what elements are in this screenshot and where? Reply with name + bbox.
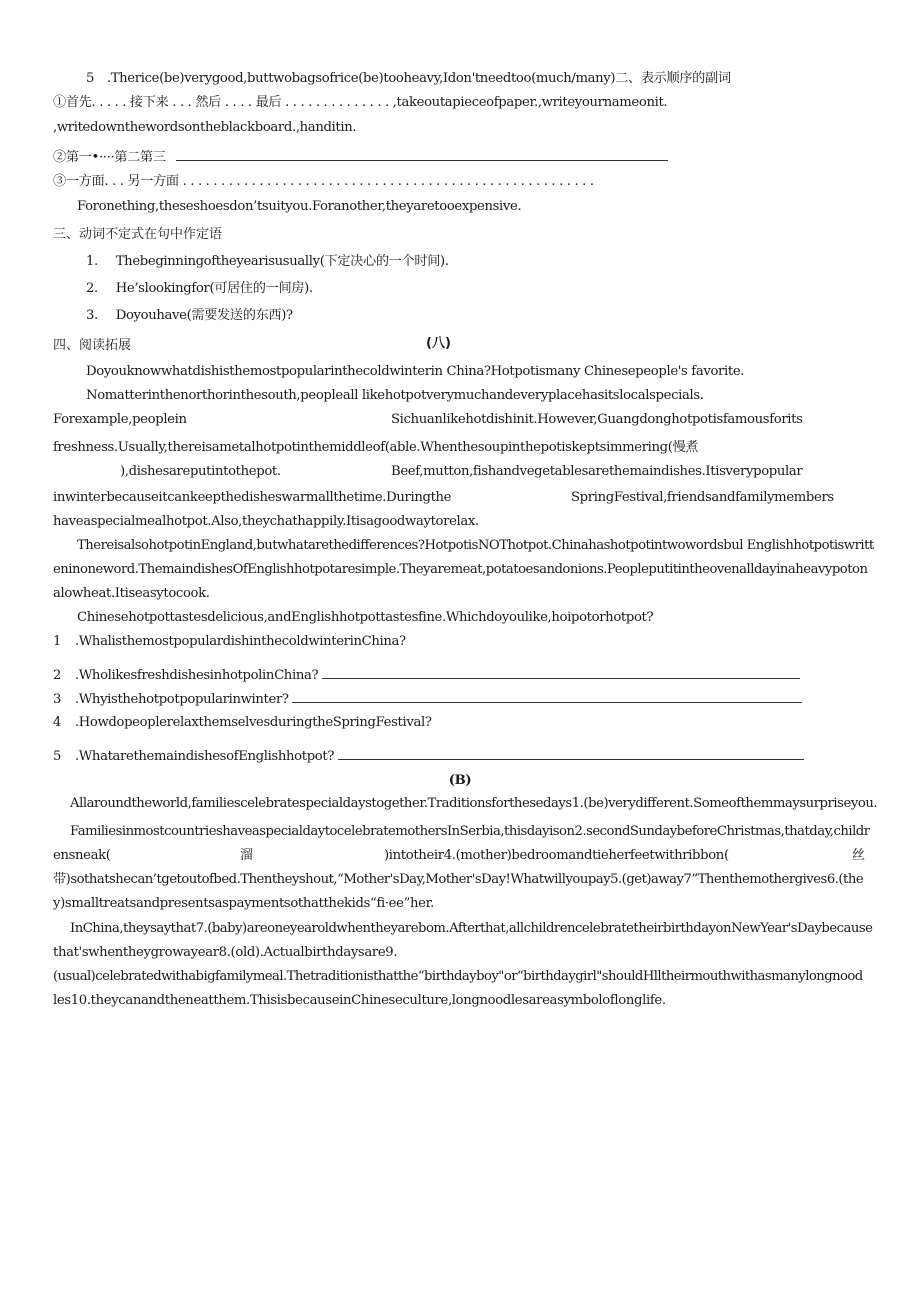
passage-line: inwinterbecauseitcankeepthedisheswarmallthetime.Duringthe [53, 490, 452, 505]
example-sentence: Foronething,theseshoesdon’tsuityou.Foranother,theyaretooexpensive. [77, 199, 522, 214]
passage-line: ThereisalsohotpotinEngland,butwhatarethedifferences?HotpotisNOThotpot.Chinahashotpotintwowordsbul Englishhotpotiswritt [77, 538, 874, 553]
item-text: Thebeginningoftheyearisusually(下定决心的一个时间). [115, 254, 449, 269]
question-number: 4 [53, 715, 62, 730]
passage-b-gloss: 丝 [852, 848, 866, 863]
question-2 [53, 666, 800, 685]
passage-line: alowheat.Itiseasytocook. [53, 586, 210, 601]
item-number: 2. [86, 281, 98, 296]
passage-b-line: 带)sothatshecan’tgetoutofbed.Thentheyshout,“Mother'sDay,Mother'sDay!Whatwillyoupay5.(get)away7”Thenthemothergives6.(the [53, 872, 864, 887]
passage-b-line: InChina,theysaythat7.(baby)areoneyearoldwhentheyarebom.Afterthat,allchildrencelebratetheirbirthdayonNewYear'sDaybecause [70, 921, 873, 936]
sequence-adverbs-line-2: ,writedownthewordsontheblackboard.,handitin. [53, 120, 357, 135]
infinitive-item-2 [86, 280, 313, 298]
passage-b-line: y)smalltreatsandpresentsaspaymentsothatthekids“fi·ee”her. [53, 896, 434, 911]
question-number: 2 [53, 668, 62, 683]
passage-b-line: (usual)celebratedwithabigfamilymeal.Thetraditionisthatthe“birthdayboy"or“birthdaygirl"shouldHlltheirmouthwithasmanylongnood [53, 969, 863, 984]
passage-b-line: les10.theycanandtheneatthem.ThisisbecauseinChineseculture,longnoodlesareasymboloflonglife. [53, 993, 666, 1008]
second-third-label: ②第一•····第二第三 [53, 150, 166, 165]
answer-blank[interactable] [338, 747, 804, 760]
answer-blank[interactable] [176, 148, 668, 161]
infinitive-item-1 [86, 253, 449, 271]
question-number: 1 [53, 634, 62, 649]
item-number: 1. [86, 254, 98, 269]
item-5-sentence: 5 .Therice(be)verygood,buttwobagsofrice(be)tooheavy,Idon'tneedtoo(much/many)二、表示顺序的副词 [86, 71, 731, 86]
passage-line: freshness.Usually,thereisametalhotpotinthemiddleof(able.Whenthesoupinthepotiskeptsimmering(慢煮 [53, 440, 699, 455]
section-3-heading: 三、动词不定式在句中作定语 [53, 227, 223, 242]
question-text: .Whyisthehotpotpopularinwinter? [74, 692, 289, 707]
passage-line: Beef,mutton,fishandvegetablesarethemaindishes.Itisverypopular [391, 464, 803, 479]
passage-line: eninoneword.ThemaindishesOfEnglishhotpotaresimple.Theyaremeat,potatoesandonions.Peopleputitintheovenalldayinaheavypoton [53, 562, 868, 577]
answer-blank[interactable] [322, 666, 800, 679]
passage-b-line: Allaroundtheworld,familiescelebratespecialdaystogether.Traditionsforthesedays1.(be)verydifferent.Someofthemmaysurpriseyou. [70, 796, 878, 811]
passage-line: ),dishesareputintothepot. [120, 464, 281, 479]
question-3 [53, 690, 802, 709]
passage-label: (八) [426, 336, 451, 351]
second-third-line [53, 148, 668, 167]
item-text: Doyouhave(需要发送的东西)? [115, 308, 293, 323]
answer-blank[interactable] [292, 690, 802, 703]
passage-line: Nomatterinthenorthorinthesouth,peopleall likehotpotverymuchandeveryplacehasitslocalspecials. [86, 388, 704, 403]
passage-line: Doyouknowwhatdishisthemostpopularinthecoldwinterin China?Hotpotismany Chinesepeople's favorite. [86, 364, 745, 379]
passage-line: Chinesehotpottastesdelicious,andEnglishhotpottastesfine.Whichdoyoulike,hoipotorhotpot? [77, 610, 654, 625]
question-number: 3 [53, 692, 62, 707]
question-text: .WhatarethemaindishesofEnglishhotpot? [74, 749, 335, 764]
question-4 [53, 714, 432, 732]
question-text: .WholikesfreshdishesinhotpolinChina? [74, 668, 319, 683]
infinitive-item-3 [86, 307, 293, 325]
passage-b-line: ensneak( [53, 848, 111, 863]
question-text: .WhalisthemostpopulardishinthecoldwinterinChina? [74, 634, 406, 649]
passage-b-line: FamiliesinmostcountrieshaveaspecialdaytocelebratemothersInSerbia,thisdayison2.secondSundaybeforeChristmas,thatday,childr [70, 824, 870, 839]
sequence-adverbs-line: ①首先. . . . . 接下来 . . . 然后 . . . . 最后 . . . . . . . . . . . . . . ,takeoutapieceofpaper.,writeyournameonit. [53, 95, 668, 110]
question-1 [53, 633, 406, 651]
passage-line: SpringFestival,friendsandfamilymembers [571, 490, 834, 505]
item-text: He’slookingfor(可居住的一间房). [115, 281, 313, 296]
one-hand-other-hand-line: ③一方面. . . 另一方面 . . . . . . . . . . . . . . . . . . . . . . . . . . . . . . . . . . . . . . . . . . . . . . . . . . . . . . [53, 174, 594, 189]
passage-line: haveaspecialmealhotpot.Also,theychathappily.Itisagoodwaytorelax. [53, 514, 479, 529]
question-text: .HowdopeoplerelaxthemselvesduringtheSpringFestival? [74, 715, 432, 730]
section-4-heading: 四、阅读拓展 [53, 338, 132, 353]
passage-b-gloss: 溜 [240, 848, 254, 863]
passage-b-label: (B) [448, 773, 472, 788]
question-5 [53, 747, 804, 766]
item-number: 3. [86, 308, 98, 323]
passage-b-line: that'swhentheygrowayear8.(old).Actualbirthdaysare9. [53, 945, 398, 960]
question-number: 5 [53, 749, 62, 764]
passage-line: Sichuanlikehotdishinit.However,Guangdonghotpotisfamousforits [391, 412, 803, 427]
passage-line: Forexample,peoplein [53, 412, 187, 427]
passage-b-line: )intotheir4.(mother)bedroomandtieherfeetwithribbon( [384, 848, 729, 863]
